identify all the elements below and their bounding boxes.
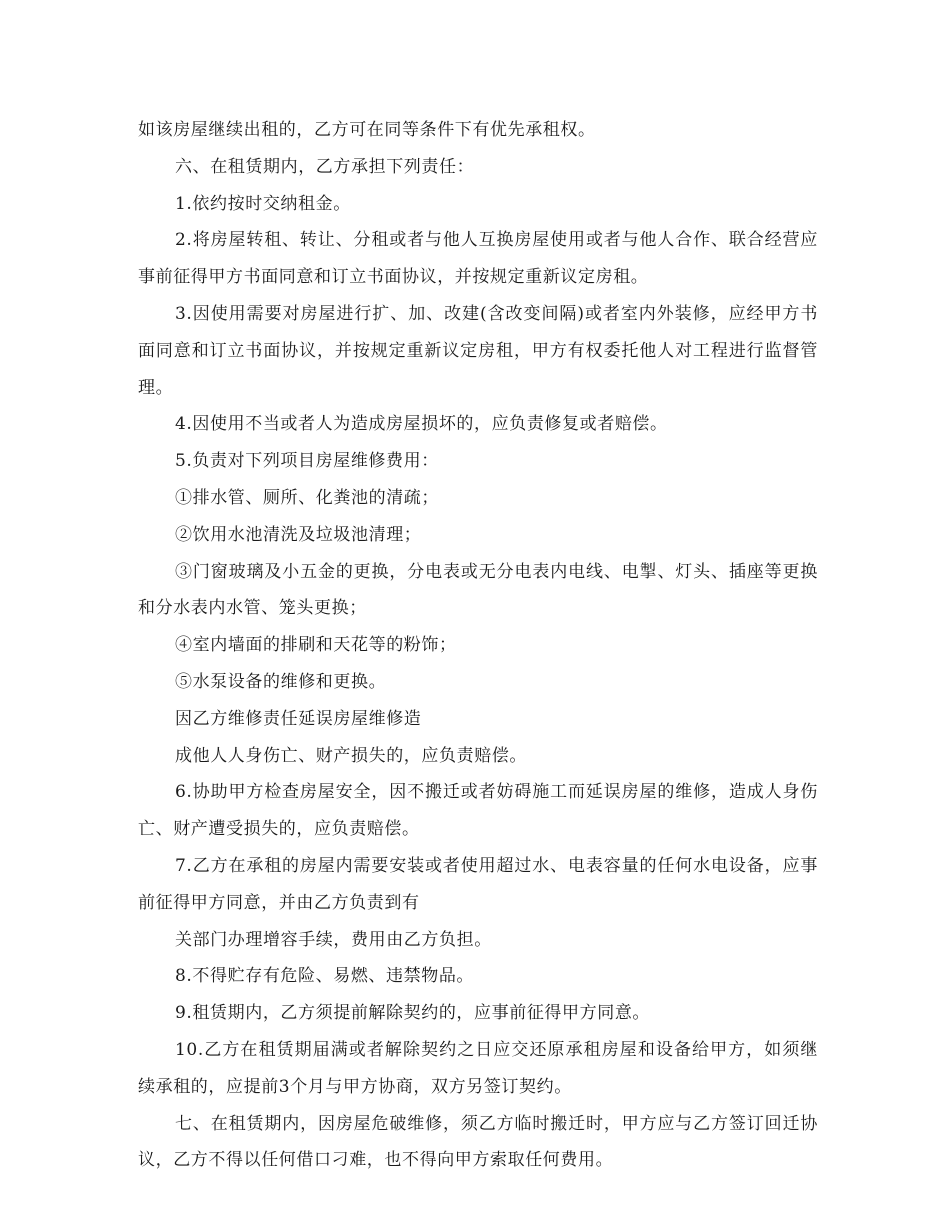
section-heading-six: 六、在租赁期内，乙方承担下列责任： — [175, 156, 475, 177]
clause-9: 9.租赁期内，乙方须提前解除契约的，应事前征得甲方同意。 — [175, 1003, 651, 1024]
clause-5: 5.负责对下列项目房屋维修费用： — [175, 451, 439, 472]
sub-item-4: ④室内墙面的排刷和天花等的粉饰； — [175, 635, 457, 656]
clause-3: 3.因使用需要对房屋进行扩、加、改建(含改变间隔)或者室内外装修，应经甲方书面同意和订立书面协议，并按规定重新议定房租，甲方有权委托他人对工程进行监督管理。 — [138, 303, 818, 398]
sub-item-1: ①排水管、厕所、化粪池的清疏； — [175, 487, 439, 508]
sub-item-5: ⑤水泵设备的维修和更换。 — [175, 671, 387, 692]
sub-item-2: ②饮用水池清洗及垃圾池清理； — [175, 524, 422, 545]
clause-1: 1.依约按时交纳租金。 — [175, 193, 351, 214]
document-body — [138, 112, 818, 1179]
sub-item-3: ③门窗玻璃及小五金的更换，分电表或无分电表内电线、电掣、灯头、插座等更换和分水表内水管、笼头更换； — [138, 561, 818, 619]
paragraph-priority-lease: 如该房屋继续出租的，乙方可在同等条件下有优先承租权。 — [138, 120, 596, 140]
clause-7-continued: 关部门办理增容手续，费用由乙方负担。 — [175, 929, 492, 950]
clause-7: 7.乙方在承租的房屋内需要安装或者使用超过水、电表容量的任何水电设备，应事前征得甲方同意，并由乙方负责到有 — [138, 855, 818, 913]
clause-4: 4.因使用不当或者人为造成房屋损坏的，应负责修复或者赔偿。 — [175, 414, 668, 435]
section-seven: 七、在租赁期内，因房屋危破维修，须乙方临时搬迁时，甲方应与乙方签订回迁协议，乙方不得以任何借口刁难，也不得向甲方索取任何费用。 — [138, 1113, 818, 1171]
maintenance-liability-line-2: 成他人人身伤亡、财产损失的，应负责赔偿。 — [175, 745, 527, 766]
clause-6: 6.协助甲方检查房屋安全，因不搬迁或者妨碍施工而延误房屋的维修，造成人身伤亡、财产遭受损失的，应负责赔偿。 — [138, 782, 818, 840]
clause-2: 2.将房屋转租、转让、分租或者与他人互换房屋使用或者与他人合作、联合经营应事前征得甲方书面同意和订立书面协议，并按规定重新议定房租。 — [138, 230, 818, 288]
clause-10: 10.乙方在租赁期届满或者解除契约之日应交还原承租房屋和设备给甲方，如须继续承租的，应提前3个月与甲方协商，双方另签订契约。 — [138, 1039, 818, 1097]
clause-8: 8.不得贮存有危险、易燃、违禁物品。 — [175, 966, 475, 987]
maintenance-liability-line-1: 因乙方维修责任延误房屋维修造 — [175, 708, 422, 729]
